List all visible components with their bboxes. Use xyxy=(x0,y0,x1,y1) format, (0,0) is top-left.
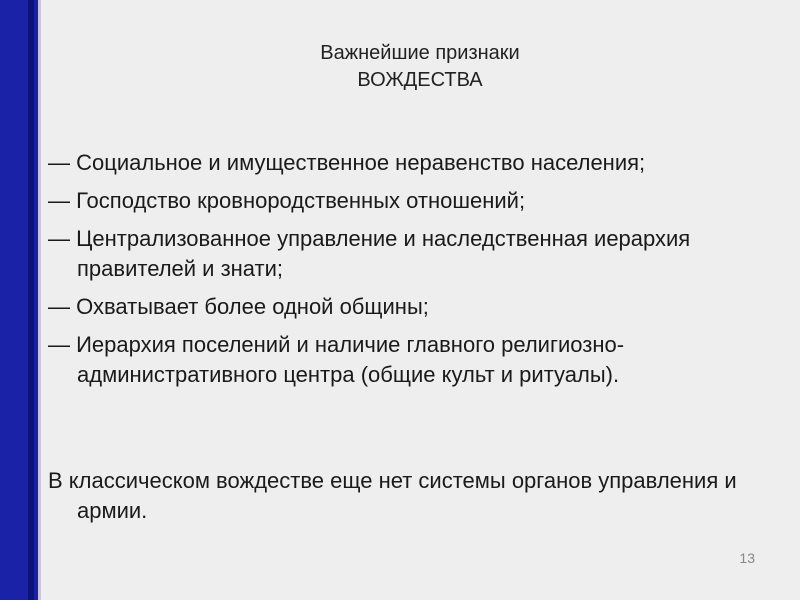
feature-item: — Социальное и имущественное неравенство населения; xyxy=(48,150,646,175)
feature-list xyxy=(48,148,778,398)
slide-title-line-2: ВОЖДЕСТВА xyxy=(357,69,483,91)
page-number: 13 xyxy=(739,550,755,566)
left-accent-bar-stripe xyxy=(28,0,34,600)
feature-item: — Иерархия поселений и наличие главного религиозно-административного центра (общие культ и ритуалы). xyxy=(48,332,625,387)
feature-item: — Централизованное управление и наследственная иерархия правителей и знати; xyxy=(48,226,691,281)
slide-title xyxy=(40,40,800,94)
slide-title-line-1: Важнейшие признаки xyxy=(320,42,520,64)
conclusion-text: В классическом вождестве еще нет системы органов управления и армии. xyxy=(48,468,737,523)
feature-item: — Господство кровнородственных отношений; xyxy=(48,188,526,213)
left-accent-bar xyxy=(0,0,38,600)
feature-item: — Охватывает более одной общины; xyxy=(48,294,429,319)
